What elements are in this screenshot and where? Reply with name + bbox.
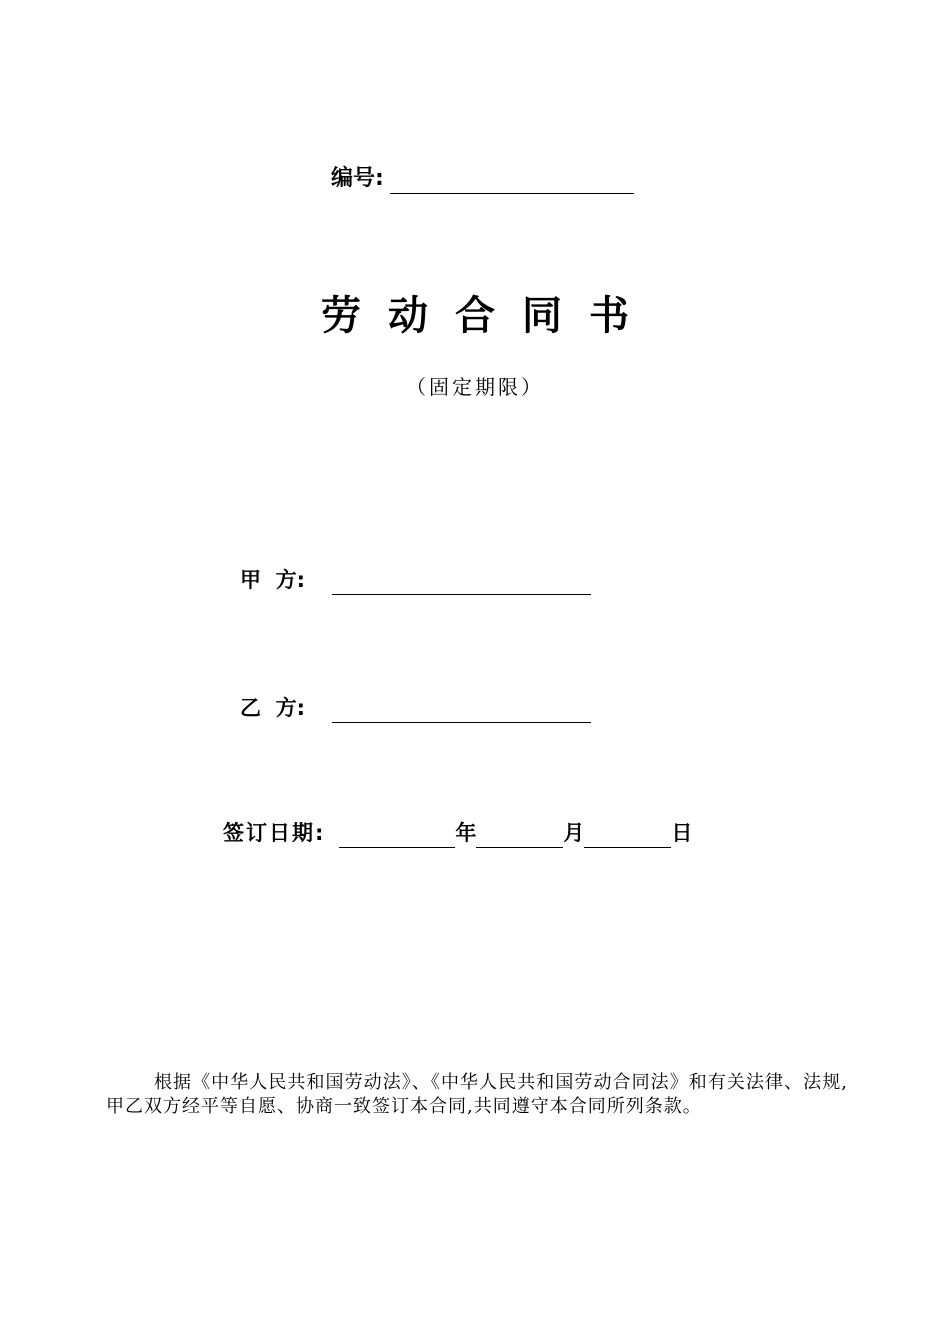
sign-day-blank[interactable]: [584, 823, 671, 848]
sign-month-unit: 月: [563, 821, 585, 845]
document-title: 劳动合同书: [321, 293, 656, 339]
party-a-row: [240, 565, 591, 595]
party-b-blank[interactable]: [332, 698, 591, 723]
party-b-row: [240, 693, 591, 723]
sign-date-row: [223, 818, 692, 848]
sign-day-unit: 日: [671, 821, 693, 845]
contract-number-row: [331, 164, 634, 194]
sign-year-unit: 年: [455, 821, 477, 845]
sign-date-label: 签订日期:: [223, 821, 326, 845]
party-a-label: 甲 方:: [240, 568, 306, 592]
sign-month-blank[interactable]: [476, 823, 563, 848]
party-b-label: 乙 方:: [240, 696, 306, 720]
party-a-blank[interactable]: [332, 570, 591, 595]
document-subtitle: （固定期限）: [406, 375, 544, 399]
contract-number-blank[interactable]: [390, 169, 634, 194]
contract-number-label: 编号:: [331, 166, 384, 191]
preamble-paragraph: 根据《中华人民共和国劳动法》、《中华人民共和国劳动合同法》和有关法律、法规,甲乙双方经平等自愿、协商一致签订本合同,共同遵守本合同所列条款。: [106, 1072, 848, 1117]
sign-year-blank[interactable]: [339, 823, 455, 848]
